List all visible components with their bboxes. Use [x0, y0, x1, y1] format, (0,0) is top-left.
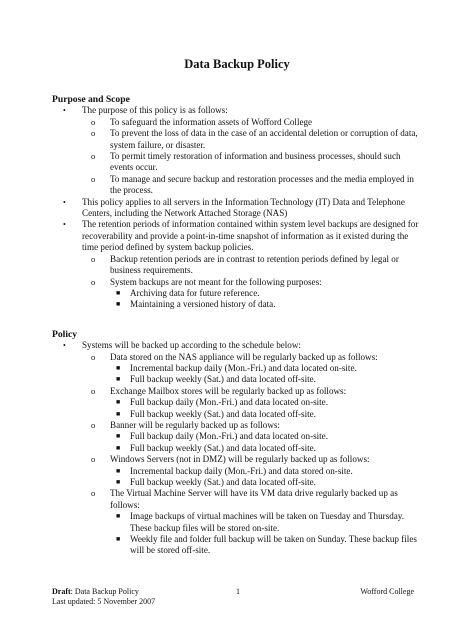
sub-list: [82, 254, 422, 311]
list-item: [110, 397, 422, 408]
list-item: [82, 277, 422, 311]
list-item-text: To manage and secure backup and restoration processes and the media employed in the process.: [110, 173, 414, 196]
section-heading-purpose: Purpose and Scope: [52, 94, 130, 105]
list-item: [110, 466, 422, 477]
list-item: [110, 477, 422, 488]
footer-last-updated: Last updated: 5 November 2007: [52, 597, 156, 606]
list-item: [82, 454, 422, 488]
list-item-text: To safeguard the information assets of Wofford College: [110, 116, 313, 127]
page-title: Data Backup Policy: [184, 57, 290, 71]
list-item: [110, 511, 422, 534]
list-item-text: Exchange Mailbox stores will be regularly backed up as follows:: [110, 385, 347, 396]
draft-label: Draft: [52, 587, 71, 596]
bullet-icon: •: [63, 341, 66, 351]
list-item-text: Archiving data for future reference.: [130, 287, 260, 298]
list-item-text: The purpose of this policy is as follows:: [82, 105, 228, 116]
list-item-text: To permit timely restoration of information and business processes, should such events occur.: [110, 151, 401, 173]
list-item-text: Full backup weekly (Sat.) and data located off-site.: [130, 477, 316, 487]
bullet-icon: •: [63, 220, 66, 230]
footer-doc-title: : Data Backup Policy: [70, 587, 139, 596]
sub-list: [82, 352, 422, 557]
square-bullet-icon: ■: [116, 300, 121, 309]
list-item: [82, 254, 422, 277]
circle-bullet-icon: o: [91, 116, 96, 127]
list-item-text: The Virtual Machine Server will have its VM data drive regularly backed up as follows:: [110, 488, 398, 510]
list-item-text: Full backup daily (Mon.-Fri.) and data located on-site.: [130, 431, 328, 442]
list-item-text: Weekly file and folder full backup will be taken on Sunday. These backup files will be stored off-site.: [130, 534, 417, 556]
policy-list: [52, 340, 422, 557]
list-item: [110, 443, 422, 454]
list-item: [110, 363, 422, 374]
list-item: [52, 340, 422, 557]
list-item: [82, 420, 422, 454]
square-bullet-icon: ■: [116, 432, 121, 441]
sub-sub-list: [110, 288, 422, 311]
sub-sub-list: [110, 511, 422, 557]
list-item-text: Systems will be backed up according to the schedule below:: [82, 340, 301, 351]
list-item: [110, 299, 422, 310]
square-bullet-icon: ■: [116, 443, 121, 452]
page-number: 1: [236, 587, 240, 596]
square-bullet-icon: ■: [116, 535, 121, 544]
bullet-icon: •: [63, 106, 66, 116]
square-bullet-icon: ■: [116, 375, 121, 384]
list-item-text: Image backups of virtual machines will be taken on Tuesday and Thursday. These backup files will be stored on-site.: [130, 511, 405, 533]
list-item: [110, 431, 422, 442]
circle-bullet-icon: o: [91, 253, 96, 264]
square-bullet-icon: ■: [116, 409, 121, 418]
bullet-icon: •: [63, 197, 66, 207]
list-item-text: Full backup daily (Mon.-Fri.) and data located on-site.: [130, 397, 328, 408]
list-item-text: Full backup weekly (Sat.) and data located off-site.: [130, 408, 316, 419]
square-bullet-icon: ■: [116, 512, 121, 521]
list-item: [110, 374, 422, 385]
square-bullet-icon: ■: [116, 288, 121, 297]
square-bullet-icon: ■: [116, 466, 121, 475]
list-item: [52, 197, 422, 220]
sub-sub-list: [110, 363, 422, 386]
circle-bullet-icon: o: [91, 173, 96, 184]
footer-doc-label: [52, 587, 139, 596]
list-item-text: Full backup weekly (Sat.) and data located off-site.: [130, 442, 316, 453]
circle-bullet-icon: o: [91, 385, 96, 396]
circle-bullet-icon: o: [91, 151, 96, 162]
list-item: [82, 117, 422, 128]
footer-organization: Wofford College: [360, 587, 414, 596]
circle-bullet-icon: o: [91, 488, 96, 499]
list-item-text: Incremental backup daily (Mon.-Fri.) and data located on-site.: [130, 362, 357, 373]
circle-bullet-icon: o: [91, 419, 96, 430]
list-item-text: To prevent the loss of data in the case of an accidental deletion or corruption of data, system failure, or disaster.: [110, 128, 418, 150]
list-item: [110, 409, 422, 420]
list-item: [82, 488, 422, 556]
list-item: [82, 386, 422, 420]
list-item: [82, 151, 422, 174]
list-item: [110, 534, 422, 557]
circle-bullet-icon: o: [91, 454, 96, 465]
sub-list: [82, 117, 422, 197]
list-item-text: Data stored on the NAS appliance will be regularly backed up as follows:: [110, 351, 378, 362]
circle-bullet-icon: o: [91, 276, 96, 287]
list-item-text: System backups are not meant for the following purposes:: [110, 276, 322, 287]
list-item: [82, 174, 422, 197]
list-item: [82, 352, 422, 386]
document-body: [52, 94, 422, 557]
section-heading-policy: Policy: [52, 328, 78, 340]
sub-sub-list: [110, 431, 422, 454]
list-item-text: This policy applies to all servers in the Information Technology (IT) Data and Telephone Centers, including the Network Attached Storage (NAS): [82, 196, 405, 219]
list-item-text: Maintaining a versioned history of data.: [130, 299, 276, 310]
list-item-text: Banner will be regularly backed up as follows:: [110, 419, 280, 430]
square-bullet-icon: ■: [116, 398, 121, 407]
list-item: [52, 219, 422, 310]
sub-sub-list: [110, 397, 422, 420]
square-bullet-icon: ■: [116, 363, 121, 372]
list-item-text: Full backup weekly (Sat.) and data located off-site.: [130, 374, 316, 385]
list-item: [82, 128, 422, 151]
list-item-text: Incremental backup daily (Mon.-Fri.) and data stored on-site.: [130, 465, 353, 476]
list-item-text: Backup retention periods are in contrast to retention periods defined by legal or business requirements.: [110, 253, 399, 276]
circle-bullet-icon: o: [91, 351, 96, 362]
page-footer: [52, 587, 422, 607]
circle-bullet-icon: o: [91, 128, 96, 139]
sub-sub-list: [110, 466, 422, 489]
purpose-list: [52, 105, 422, 310]
list-item: [52, 105, 422, 196]
list-item: [110, 288, 422, 299]
list-item-text: Windows Servers (not in DMZ) will be regularly backed up as follows:: [110, 454, 370, 465]
square-bullet-icon: ■: [116, 478, 121, 486]
list-item-text: The retention periods of information contained within system level backups are designed for recoverability and provide a point-in-time snapshot of information as it existed during the time period defined by system backup policies.: [82, 219, 419, 253]
